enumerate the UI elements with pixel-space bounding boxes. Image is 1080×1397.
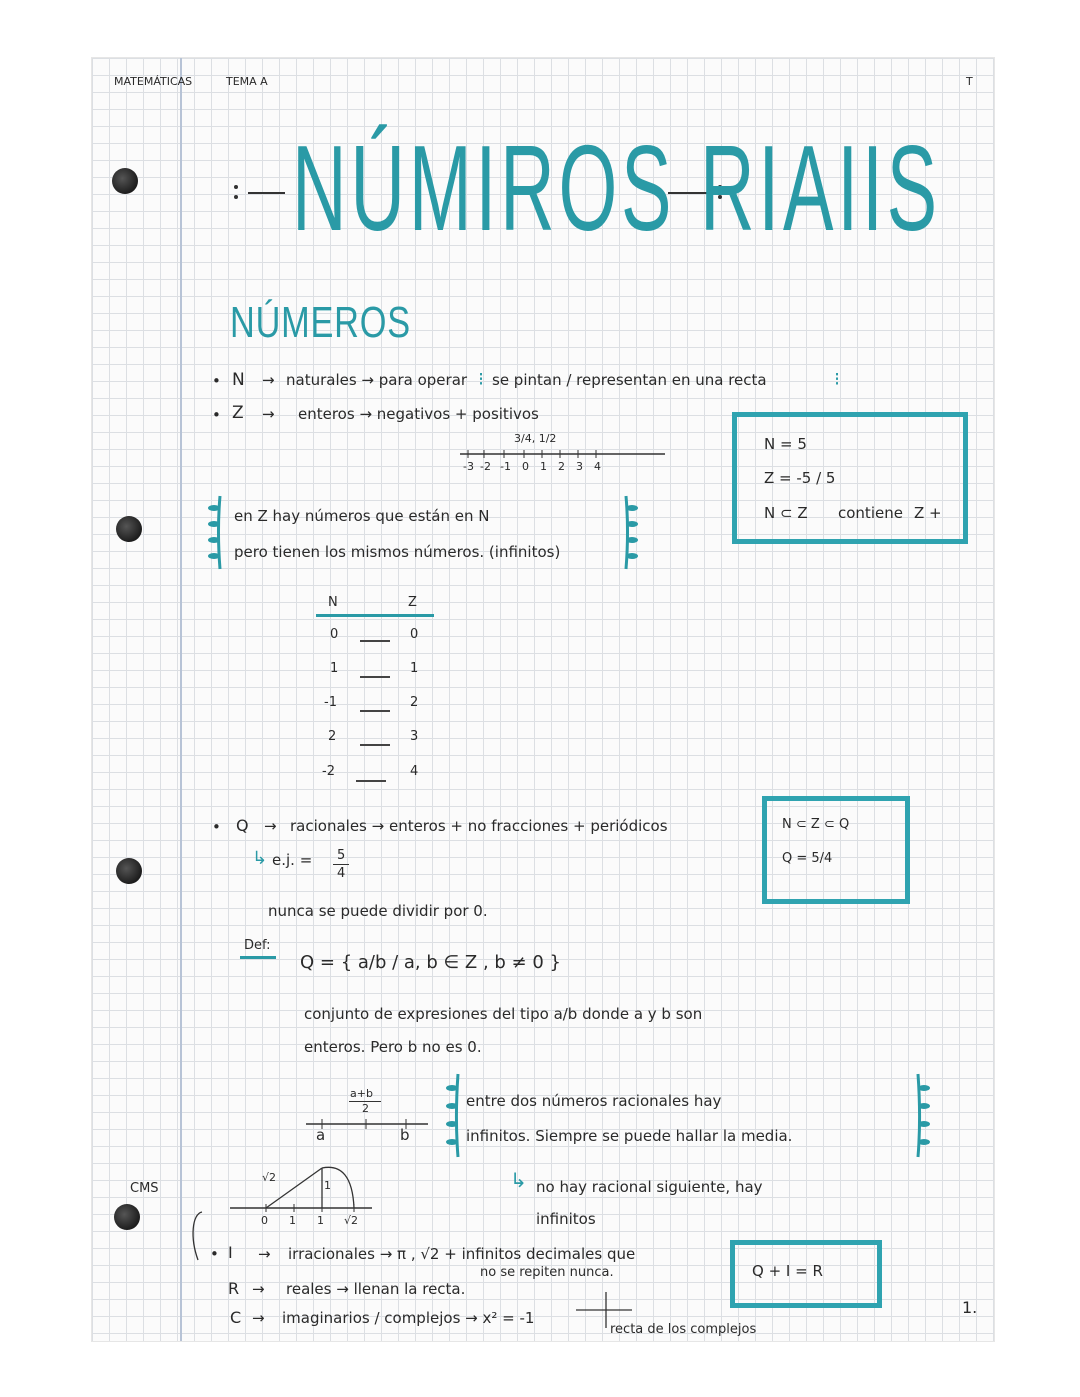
symbol-c: C <box>230 1308 242 1327</box>
table-cell: 3 <box>410 729 419 744</box>
number-line-tick: 3 <box>576 460 583 473</box>
header-subject: MATEMÁTICAS <box>114 75 193 88</box>
n-description-2: se pintan / representan en una recta <box>492 371 767 389</box>
arrow: → <box>264 817 277 835</box>
page-number: 1. <box>962 1298 978 1317</box>
q-definition-text1: conjunto de expresiones del tipo a/b donde a y b son <box>304 1005 703 1023</box>
fraction-bar <box>333 864 349 865</box>
sqrt-diagram-side-label: 1 <box>324 1179 331 1192</box>
note2-line1: entre dos números racionales hay <box>466 1092 722 1110</box>
table-cell: -2 <box>322 764 335 779</box>
section-heading: NÚMEROS <box>230 298 411 347</box>
header-corner-mark: T <box>966 75 973 88</box>
bullet-dot: • <box>212 406 221 424</box>
bullet-dot: • <box>210 1245 219 1263</box>
number-line-tick: -1 <box>500 460 511 473</box>
sqrt-diagram-tick: 0 <box>261 1214 268 1227</box>
arrow: → <box>252 1309 265 1327</box>
number-line-tick: -2 <box>480 460 491 473</box>
n-description: naturales → para operar <box>286 371 468 389</box>
bracket-arrow <box>188 1208 208 1268</box>
binder-hole <box>114 1204 140 1230</box>
q-definition-formula: Q = { a/b / a, b ∈ Z , b ≠ 0 } <box>300 952 561 973</box>
q-description: racionales → enteros + no fracciones + periódicos <box>290 817 668 835</box>
note2-line4: infinitos <box>536 1210 596 1228</box>
note1-line1: en Z hay números que están en N <box>234 507 490 525</box>
table-header-n: N <box>328 595 338 610</box>
midpoint-b: b <box>400 1126 410 1144</box>
symbol-z: Z <box>232 403 244 423</box>
sqrt-two-diagram <box>226 1156 386 1226</box>
table-cell: 2 <box>328 729 337 744</box>
table-cell: -1 <box>324 695 337 710</box>
arrow: → <box>262 371 275 389</box>
z-description: enteros → negativos + positivos <box>298 405 539 423</box>
table-cell: 0 <box>330 627 339 642</box>
sqrt-diagram-tick: 1 <box>289 1214 296 1227</box>
table-cell: 4 <box>410 764 419 779</box>
number-line-tick: 0 <box>522 460 529 473</box>
q-definition-text2: enteros. Pero b no es 0. <box>304 1038 482 1056</box>
table-link <box>360 744 390 746</box>
box1-line3c: Z + <box>914 504 942 522</box>
leaf-bracket-icon <box>206 494 236 574</box>
table-cell: 1 <box>330 661 339 676</box>
table-cell: 2 <box>410 695 419 710</box>
q-example-numerator: 5 <box>337 848 346 863</box>
number-line-tick: 2 <box>558 460 565 473</box>
symbol-i: I <box>228 1243 233 1262</box>
box1-line2: Z = -5 / 5 <box>764 469 836 487</box>
box1-line3: N ⊂ Z <box>764 504 808 522</box>
q-example-label: e.j. = <box>272 851 313 869</box>
table-header-underline <box>316 614 434 617</box>
q-example-denominator: 4 <box>337 866 346 881</box>
table-link <box>360 640 390 642</box>
page-title: NÚMIROS RIAIIS <box>292 120 941 256</box>
dots-icon: ⁝ <box>834 368 841 390</box>
note2-line3: no hay racional siguiente, hay <box>536 1178 763 1196</box>
box1-line3b: contiene <box>838 504 903 522</box>
header-topic: TEMA A <box>226 75 268 88</box>
r-description: reales → llenan la recta. <box>286 1280 466 1298</box>
leaf-bracket-icon <box>612 494 642 574</box>
number-line <box>460 448 680 478</box>
arrow: → <box>262 405 275 423</box>
return-arrow-icon: ↳ <box>252 848 268 869</box>
number-line-tick: -3 <box>463 460 474 473</box>
bullet-dot: • <box>212 818 221 836</box>
arrow: → <box>258 1245 271 1263</box>
note1-line2: pero tienen los mismos números. (infinitos) <box>234 543 561 561</box>
table-cell: 1 <box>410 661 419 676</box>
table-link <box>360 676 390 678</box>
symbol-n: N <box>232 370 245 390</box>
arrow: → <box>252 1280 265 1298</box>
sqrt-diagram-tick: √2 <box>344 1214 359 1227</box>
summary-box-q <box>762 796 910 904</box>
number-line-tick: 4 <box>594 460 601 473</box>
binder-hole <box>116 858 142 884</box>
box2-line2: Q = 5/4 <box>782 851 833 866</box>
symbol-q: Q <box>236 816 249 835</box>
bullet-dot: • <box>212 372 221 390</box>
dots-icon: ⁝ <box>478 368 485 390</box>
number-line-note: 3/4, 1/2 <box>514 432 557 445</box>
c-description: imaginarios / complejos → x² = -1 <box>282 1309 535 1327</box>
symbol-r: R <box>228 1279 240 1298</box>
table-header-z: Z <box>408 595 417 610</box>
box1-line1: N = 5 <box>764 435 807 453</box>
number-line-tick: 1 <box>540 460 547 473</box>
definition-underline <box>240 956 276 959</box>
i-description: irracionales → π , √2 + infinitos decimales que <box>288 1245 636 1263</box>
sqrt-diagram-top-label: √2 <box>262 1171 277 1184</box>
definition-label: Def: <box>244 938 271 953</box>
midpoint-label: a+b <box>350 1087 373 1100</box>
binder-hole <box>116 516 142 542</box>
c-description-2: recta de los complejos <box>610 1322 757 1337</box>
note2-line2: infinitos. Siempre se puede hallar la media. <box>466 1127 793 1145</box>
table-cell: 0 <box>410 627 419 642</box>
midpoint-a: a <box>316 1126 326 1144</box>
box2-line1: N ⊂ Z ⊂ Q <box>782 817 850 832</box>
side-note: CMS <box>130 1181 159 1196</box>
leaf-bracket-icon <box>904 1072 934 1162</box>
midpoint-line <box>306 1116 436 1136</box>
table-link <box>356 780 386 782</box>
table-link <box>360 710 390 712</box>
sqrt-diagram-tick: 1 <box>317 1214 324 1227</box>
leaf-bracket-icon <box>444 1072 474 1162</box>
return-arrow-icon: ↳ <box>510 1168 527 1192</box>
box3-text: Q + I = R <box>752 1262 823 1280</box>
midpoint-denominator: 2 <box>362 1102 369 1115</box>
i-description-2: no se repiten nunca. <box>480 1265 614 1280</box>
q-note-never: nunca se puede dividir por 0. <box>268 902 488 920</box>
